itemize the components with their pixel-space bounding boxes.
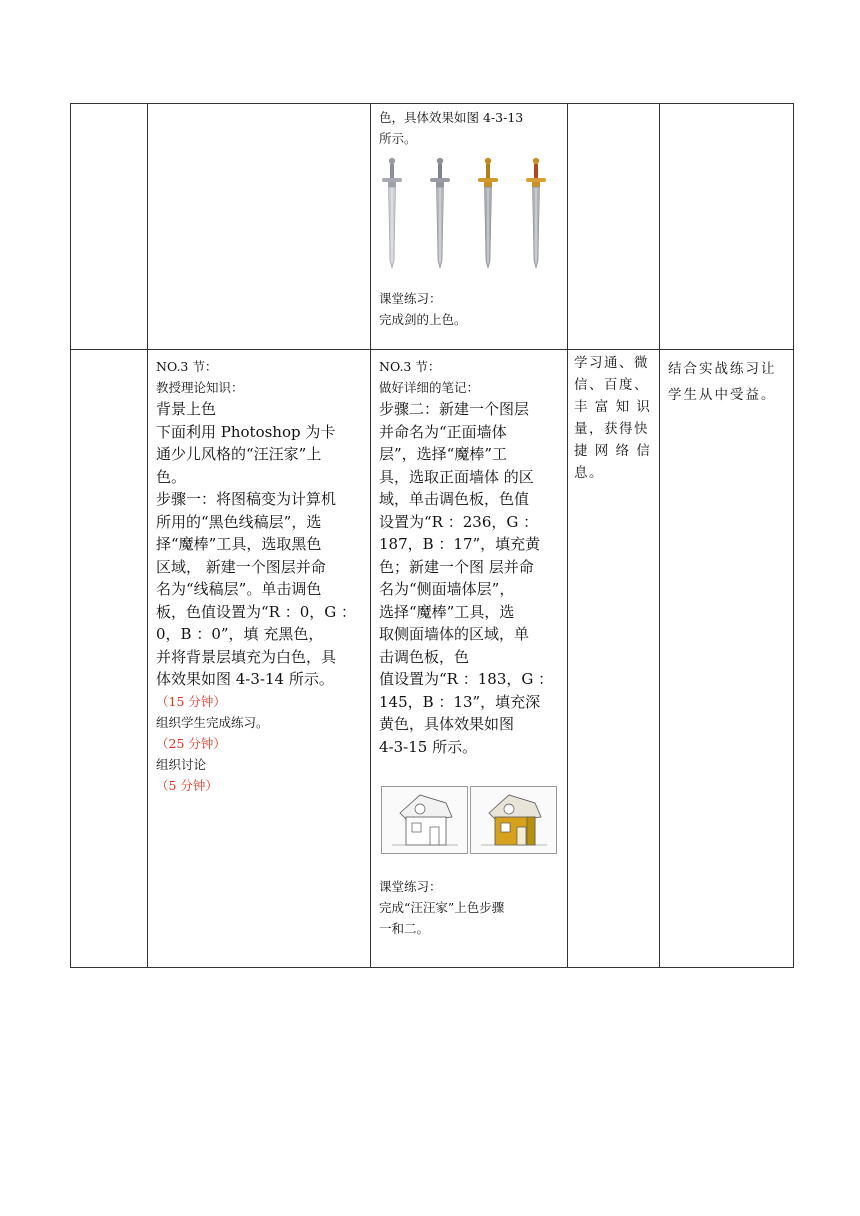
text-line: 4-3-15 所示。 bbox=[379, 737, 478, 756]
text-line: 板，色值设置为“R ：0，G ： bbox=[156, 602, 357, 621]
discuss-text: 组织讨论 bbox=[156, 756, 207, 772]
section-number: NO.3 节： bbox=[379, 359, 441, 374]
table-row bbox=[71, 104, 794, 350]
empty-cell bbox=[71, 104, 148, 350]
text-line: 捷 网 络 信 bbox=[574, 443, 652, 459]
text-line: 结合实战练习让 bbox=[668, 361, 777, 377]
sword-silver-image bbox=[379, 157, 405, 269]
text-line: 色；新建一个图 层并命 bbox=[379, 557, 534, 576]
text-line: 所示。 bbox=[379, 131, 417, 146]
practice-task: 一和二。 bbox=[379, 921, 430, 936]
time-note: （15 分钟） bbox=[156, 693, 226, 709]
teacher-activity-cell bbox=[148, 350, 371, 968]
practice-task: 完成剑的上色。 bbox=[379, 312, 467, 327]
text-line: 设置为“R ：236，G ： bbox=[379, 512, 539, 531]
topic-title: 背景上色 bbox=[156, 400, 217, 418]
text-line: 名为“线稿层”。单击调色 bbox=[156, 580, 322, 598]
text-line: 色。 bbox=[156, 467, 187, 486]
text-line: 具，选取正面墙体 的区 bbox=[379, 467, 534, 486]
text-line: 取侧面墙体的区域，单 bbox=[379, 625, 530, 643]
text-line: 色，具体效果如图 4-3-13 bbox=[379, 110, 524, 125]
text-line: 选择“魔棒”工具，选 bbox=[379, 602, 515, 621]
text-line: 学生从中受益。 bbox=[668, 387, 777, 403]
student-activity-cell bbox=[371, 104, 568, 350]
sword-gold-image bbox=[475, 157, 501, 269]
sword-silver-image bbox=[427, 157, 453, 269]
text-line: 击调色板，色 bbox=[379, 647, 470, 666]
text-line: 黄色，具体效果如图 bbox=[379, 715, 515, 733]
design-intent-cell bbox=[660, 350, 794, 968]
text-line: 信、百度、 bbox=[574, 377, 649, 393]
empty-cell bbox=[660, 104, 794, 350]
text-line: 域，单击调色板，色值 bbox=[379, 490, 530, 508]
text-line: 并命名为“正面墙体 bbox=[379, 422, 507, 441]
text-line: 步骤一：将图稿变为计算机 bbox=[156, 490, 337, 508]
time-note: （25 分钟） bbox=[156, 735, 226, 751]
text-line: 并将背景层填充为白色，具 bbox=[156, 647, 337, 666]
house-figure bbox=[381, 786, 559, 854]
text-line: 145，B ：13”，填充深 bbox=[379, 692, 541, 711]
text-line: 所用的“黑色线稿层”，选 bbox=[156, 512, 322, 531]
text-line: 通少儿风格的“汪汪家”上 bbox=[156, 445, 322, 463]
text-line: 学习通、微 bbox=[574, 355, 649, 371]
empty-cell bbox=[71, 350, 148, 968]
sword-figure bbox=[379, 157, 549, 269]
text-line: 0，B ：0”，填 充黑色， bbox=[156, 625, 324, 643]
notes-label: 做好详细的笔记： bbox=[379, 380, 480, 395]
text-line: 步骤二：新建一个图层 bbox=[379, 400, 530, 418]
house-colored-image bbox=[470, 786, 557, 854]
student-activity-cell bbox=[371, 350, 568, 968]
text-line: 187，B ：17”，填充黄 bbox=[379, 535, 541, 553]
table-row bbox=[71, 350, 794, 968]
text-line: 择“魔棒”工具，选取黑色 bbox=[156, 535, 322, 553]
practice-task: 完成“汪汪家”上色步骤 bbox=[379, 900, 505, 915]
practice-label: 课堂练习： bbox=[379, 879, 442, 894]
section-number: NO.3 节： bbox=[156, 359, 218, 374]
lesson-plan-table bbox=[70, 103, 794, 968]
empty-cell bbox=[568, 104, 660, 350]
text-line: 量，获得快 bbox=[574, 421, 649, 437]
teach-label: 教授理论知识： bbox=[156, 380, 244, 395]
practice-label: 课堂练习： bbox=[379, 291, 442, 306]
text-line: 丰 富 知 识 bbox=[574, 399, 652, 415]
text-line: 区域， 新建一个图层并命 bbox=[156, 557, 326, 576]
resources-cell bbox=[568, 350, 660, 968]
organize-text: 组织学生完成练习。 bbox=[156, 714, 269, 730]
house-lineart-image bbox=[381, 786, 468, 854]
time-note: （5 分钟） bbox=[156, 777, 218, 793]
text-line: 息。 bbox=[574, 465, 604, 481]
empty-cell bbox=[148, 104, 371, 350]
text-line: 下面利用 Photoshop 为卡 bbox=[156, 422, 336, 441]
text-line: 层”，选择“魔棒”工 bbox=[379, 445, 508, 463]
sword-gold-red-image bbox=[523, 157, 549, 269]
text-line: 体效果如图 4-3-14 所示。 bbox=[156, 670, 334, 688]
text-line: 名为“侧面墙体层”， bbox=[379, 580, 515, 598]
text-line: 值设置为“R ：183，G ： bbox=[379, 670, 554, 688]
